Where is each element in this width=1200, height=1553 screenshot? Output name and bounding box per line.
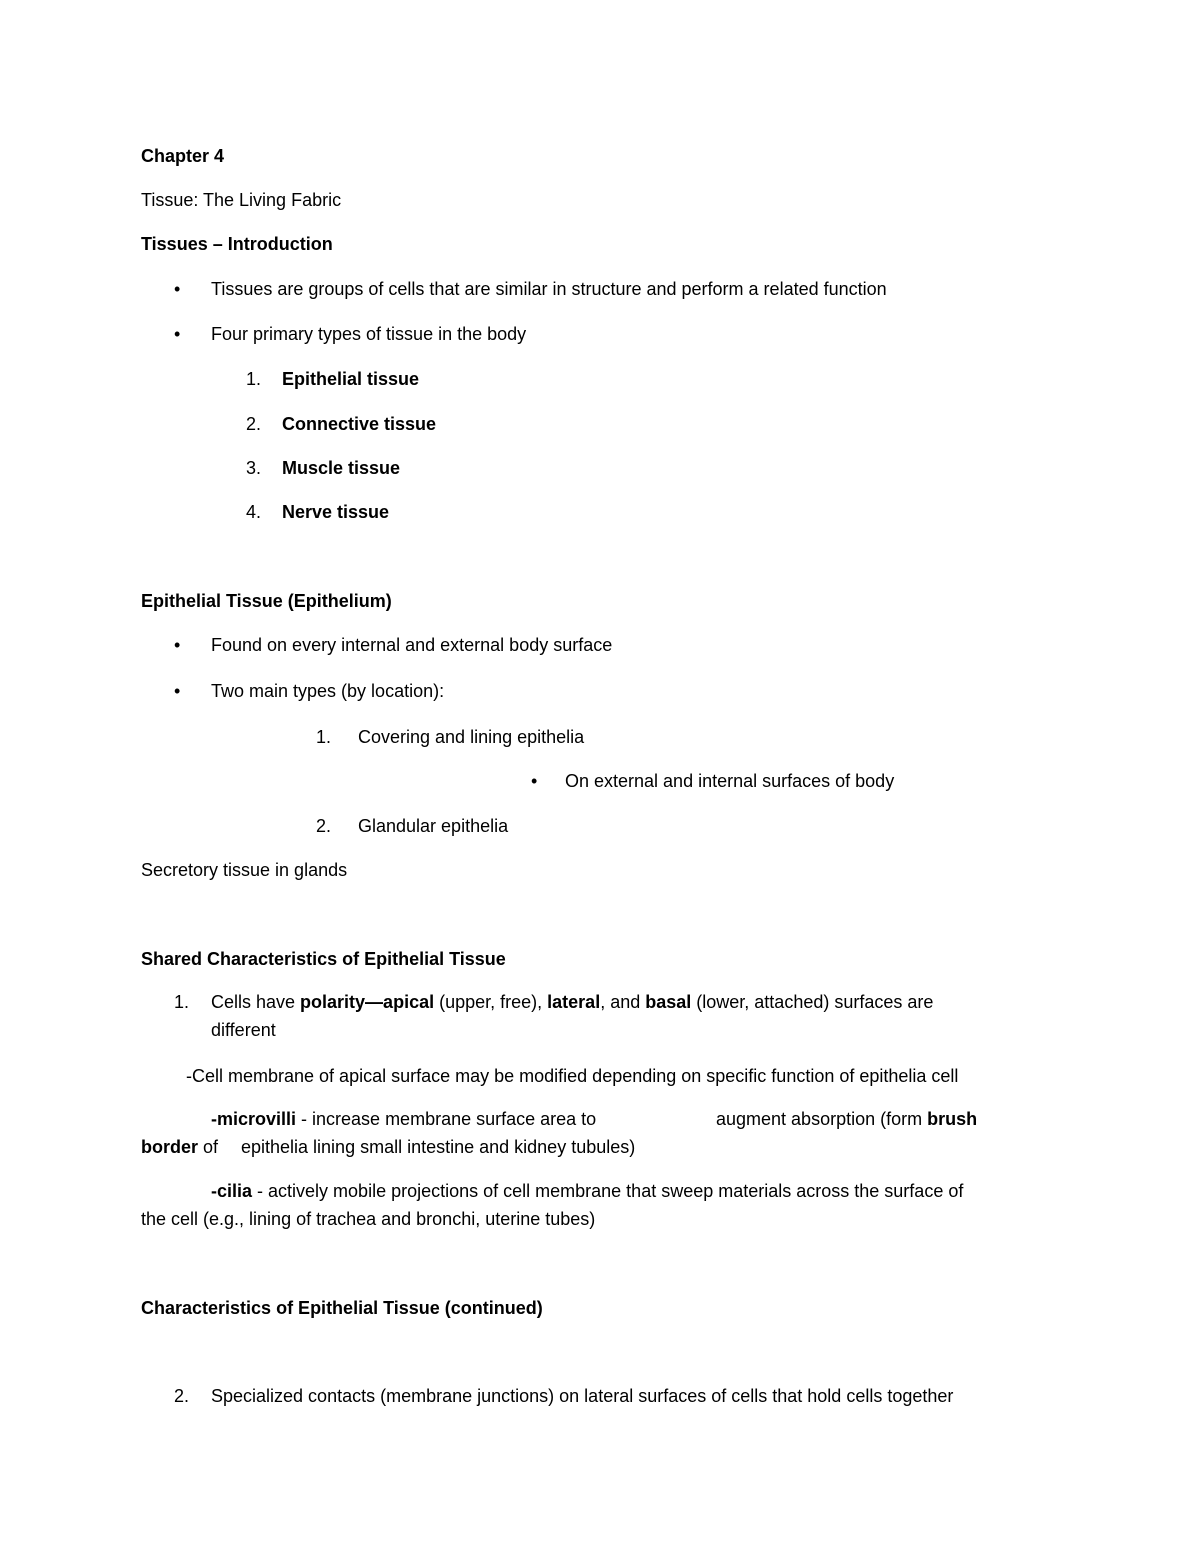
- list-number: 2.: [316, 816, 332, 836]
- epithelium-bullet-2: Two main types (by location):: [211, 681, 445, 701]
- list-number: 1.: [316, 727, 332, 747]
- term-brush: brush: [927, 1109, 978, 1129]
- term-polarity: polarity—apical: [300, 992, 435, 1012]
- tissue-type-item: Connective tissue: [282, 414, 437, 434]
- shared-heading: Shared Characteristics of Epithelial Tissue: [141, 949, 506, 969]
- microvilli-continuation: [141, 1136, 218, 1158]
- microvilli-line: [211, 1108, 596, 1130]
- bullet-marker: [174, 634, 180, 656]
- epithelium-heading: Epithelial Tissue (Epithelium): [141, 591, 392, 611]
- list-number: 2.: [246, 414, 262, 434]
- bullet-marker: [531, 770, 537, 792]
- bullet-marker: [174, 680, 180, 702]
- microvilli-continuation-text: epithelia lining small intestine and kidney tubules): [241, 1137, 636, 1157]
- term-microvilli: -microvilli: [211, 1109, 297, 1129]
- term-basal: basal: [645, 992, 692, 1012]
- cilia-continuation: the cell (e.g., lining of trachea and bronchi, uterine tubes): [141, 1209, 596, 1229]
- text-run: , and: [600, 992, 646, 1012]
- intro-heading: Tissues – Introduction: [141, 234, 333, 254]
- tissue-type-item: Muscle tissue: [282, 458, 401, 478]
- list-number: 4.: [246, 502, 262, 522]
- cilia-line: [211, 1180, 963, 1202]
- epithelium-bullet-1: Found on every internal and external body surface: [211, 635, 613, 655]
- secretory-line: Secretory tissue in glands: [141, 860, 348, 880]
- list-number: 3.: [246, 458, 262, 478]
- epithelium-type-1-detail: On external and internal surfaces of body: [565, 771, 895, 791]
- chapter-subtitle: Tissue: The Living Fabric: [141, 190, 342, 210]
- list-number: 1.: [246, 369, 262, 389]
- polarity-item: [211, 991, 933, 1013]
- continued-heading: Characteristics of Epithelial Tissue (continued): [141, 1298, 543, 1318]
- chapter-title: Chapter 4: [141, 146, 225, 166]
- tissue-type-item: Nerve tissue: [282, 502, 390, 522]
- bullet-marker: [174, 323, 180, 345]
- text-run: (lower, attached) surfaces are: [691, 992, 934, 1012]
- microvilli-line-part2: [716, 1108, 977, 1130]
- bullet-marker: [174, 278, 180, 300]
- text-run: augment absorption (form: [716, 1109, 928, 1129]
- apical-surface-line: -Cell membrane of apical surface may be modified depending on specific function of epithelia cell: [186, 1066, 959, 1086]
- list-number: 1.: [174, 992, 190, 1012]
- epithelium-type-1: Covering and lining epithelia: [358, 727, 585, 747]
- tissue-type-item: Epithelial tissue: [282, 369, 420, 389]
- membrane-junctions-item: Specialized contacts (membrane junctions) on lateral surfaces of cells that hold cells together: [211, 1386, 954, 1406]
- intro-bullet-2: Four primary types of tissue in the body: [211, 324, 527, 344]
- text-run: (upper, free),: [434, 992, 548, 1012]
- text-run: Cells have: [211, 992, 301, 1012]
- epithelium-type-2: Glandular epithelia: [358, 816, 509, 836]
- text-run: - actively mobile projections of cell membrane that sweep materials across the surface of: [252, 1181, 964, 1201]
- text-run: of: [198, 1137, 219, 1157]
- intro-bullet-1: Tissues are groups of cells that are similar in structure and perform a related function: [211, 279, 887, 299]
- term-lateral: lateral: [547, 992, 601, 1012]
- polarity-item-continuation: different: [211, 1020, 276, 1040]
- list-number: 2.: [174, 1386, 190, 1406]
- term-cilia: -cilia: [211, 1181, 253, 1201]
- term-border: border: [141, 1137, 199, 1157]
- text-run: - increase membrane surface area to: [296, 1109, 597, 1129]
